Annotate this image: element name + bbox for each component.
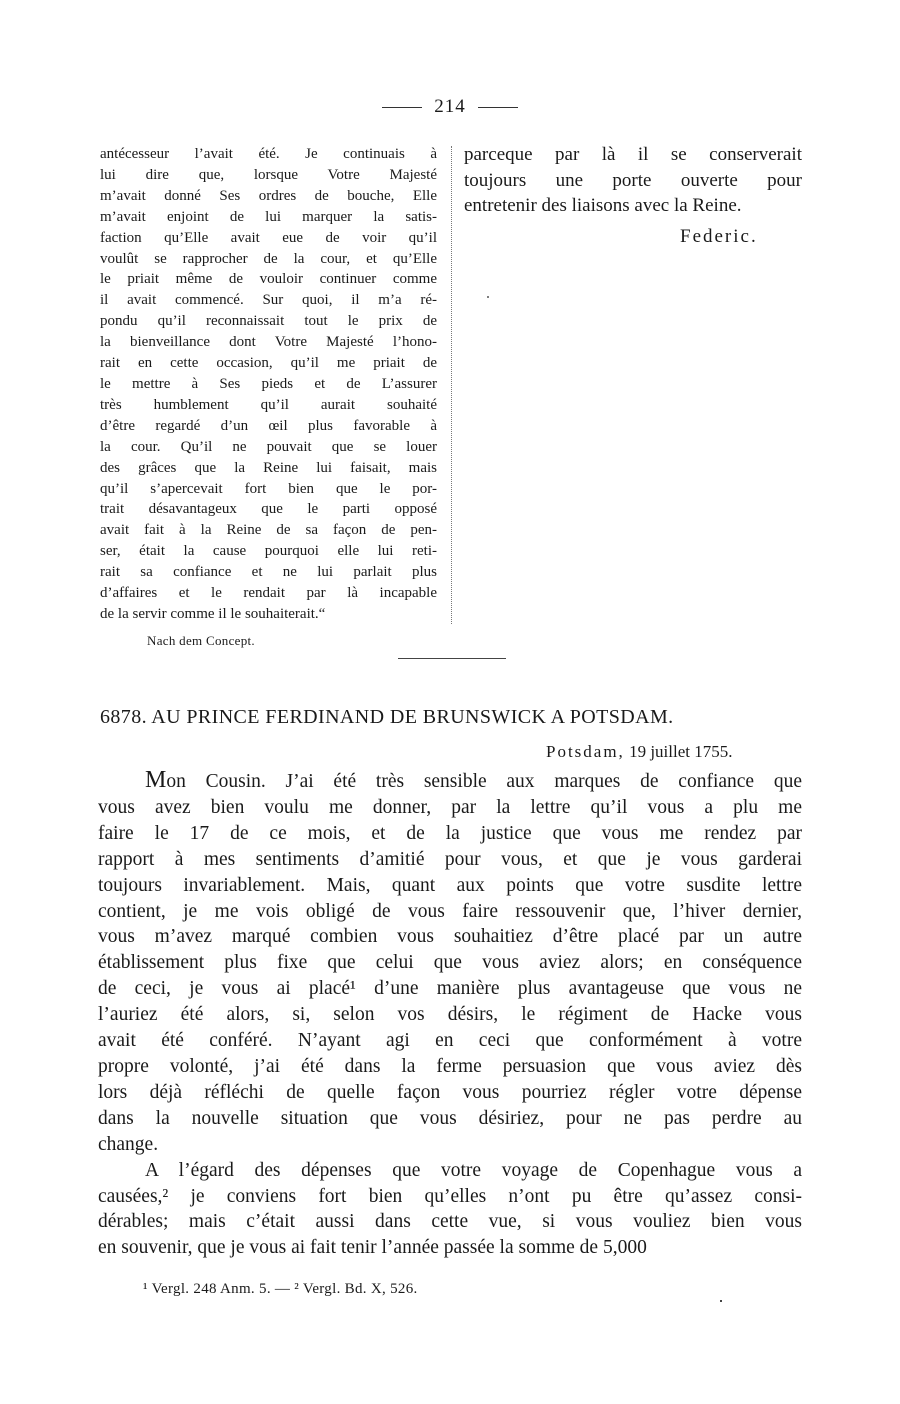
left-column-line: rait en cette occasion, qu’il me priait de: [100, 355, 437, 372]
letter-line: [98, 1158, 802, 1184]
left-column-line: qu’il s’apercevait fort bien que le por-: [100, 480, 437, 497]
letter-line: [98, 1028, 802, 1054]
header-dash-left: [382, 107, 422, 108]
left-column-line: voulût se rapprocher de la cour, et qu’Elle: [100, 250, 437, 267]
letter-line-text: lors déjà réfléchi de quelle façon vous pourriez régler votre dépense: [98, 1081, 802, 1103]
ink-speck-2: [720, 1300, 722, 1302]
letter-line: [98, 1080, 802, 1106]
letter-line-text: dérables; mais c’était aussi dans cette vue, si vous vouliez bien vous: [98, 1211, 802, 1233]
left-column-line: rait sa confiance et ne lui parlait plus: [100, 564, 437, 581]
source-note: Nach dem Concept.: [147, 633, 255, 648]
dateline: [546, 742, 732, 762]
left-column-line: d’être regardé d’un œil plus favorable à: [100, 417, 437, 434]
letter-line-text: dans la nouvelle situation que vous désiriez, pour ne pas perdre au: [98, 1107, 802, 1129]
letter-line-text: établissement plus fixe que celui que vous aviez alors; en conséquence: [98, 952, 802, 974]
letter-line-text: change.: [98, 1133, 159, 1155]
letter-line: [98, 950, 802, 976]
left-column-line: lui dire que, lorsque Votre Majesté: [100, 166, 437, 183]
page-number-header: [0, 96, 900, 118]
right-column-line: parceque par là il se conserverait: [464, 144, 802, 165]
letter-line: [98, 924, 802, 950]
salutation-initial: M: [145, 767, 167, 793]
letter-line-text: on Cousin. J’ai été très sensible aux marques de confiance que: [166, 771, 802, 792]
left-column-line: pondu qu’il reconnaissait tout le prix de: [100, 313, 437, 330]
left-column: [100, 144, 437, 625]
letter-line: [98, 847, 802, 873]
column-divider: [451, 146, 452, 624]
left-column-line: de la servir comme il le souhaiterait.“: [100, 605, 326, 622]
letter-heading: 6878. AU PRINCE FERDINAND DE BRUNSWICK A POTSDAM.: [100, 706, 674, 728]
letter-line: [98, 795, 802, 821]
signature: Federic.: [680, 226, 758, 247]
right-column-line: toujours une porte ouverte pour: [464, 169, 802, 191]
dateline-date: 19 juillet 1755.: [629, 742, 733, 761]
letter-line: [98, 873, 802, 899]
left-column-line: trait désavantageux que le parti opposé: [100, 501, 437, 518]
left-column-line: il avait commencé. Sur quoi, il m’a ré-: [100, 292, 437, 309]
left-column-line: le priait même de vouloir continuer comme: [100, 271, 437, 288]
letter-line: [98, 1235, 802, 1261]
ink-speck: [487, 296, 489, 298]
right-column: [464, 142, 802, 219]
left-column-line: antécesseur l’avait été. Je continuais à: [100, 146, 437, 162]
letter-line-text: toujours invariablement. Mais, quant aux points que votre susdite lettre: [98, 874, 802, 896]
left-column-line: la cour. Qu’il ne pouvait que se louer: [100, 438, 437, 455]
header-dash-right: [478, 107, 518, 108]
left-column-line: m’avait enjoint de lui marquer la satis-: [100, 208, 437, 225]
letter-line-text: avait été conféré. N’ayant agi en ceci que conformément à votre: [98, 1030, 802, 1052]
letter-line: [98, 1106, 802, 1132]
left-column-line: avait fait à la Reine de sa façon de pen-: [100, 522, 437, 539]
letter-line: [98, 1184, 802, 1210]
letter-line: [98, 1002, 802, 1028]
page-number: 214: [434, 96, 466, 117]
letter-line: [98, 1132, 802, 1158]
letter-line-text: A l’égard des dépenses que votre voyage de Copenhague vous a: [145, 1159, 802, 1181]
letter-line-text: faire le 17 de ce mois, et de la justice que vous me rendez par: [98, 822, 802, 844]
right-column-line: entretenir des liaisons avec la Reine.: [464, 195, 742, 216]
left-column-line: m’avait donné Ses ordres de bouche, Elle: [100, 187, 437, 204]
letter-line-text: en souvenir, que je vous ai fait tenir l’année passée la somme de 5,000: [98, 1237, 647, 1259]
left-column-line: des grâces que la Reine lui faisait, mais: [100, 459, 437, 476]
dateline-place: Potsdam,: [546, 742, 625, 761]
letter-line: [98, 976, 802, 1002]
letter-line-text: vous m’avez marqué combien vous souhaitiez d’être placé par un autre: [98, 926, 802, 948]
letter-line: [98, 768, 802, 795]
left-column-line: la bienveillance dont Votre Majesté l’hono-: [100, 334, 437, 351]
letter-line: [98, 1054, 802, 1080]
letter-line-text: vous avez bien voulu me donner, par la lettre qu’il vous a plu me: [98, 796, 802, 818]
left-column-line: le mettre à Ses pieds et de L’assurer: [100, 375, 437, 392]
letter-line: [98, 821, 802, 847]
letter-line: [98, 1209, 802, 1235]
left-column-line: très humblement qu’il aurait souhaité: [100, 396, 437, 413]
letter-line-text: l’auriez été alors, si, selon vos désirs, le régiment de Hacke vous: [98, 1004, 802, 1026]
letter-line-text: rapport à mes sentiments d’amitié pour vous, et que je vous garderai: [98, 848, 802, 870]
section-rule: [398, 658, 506, 659]
footnotes: ¹ Vergl. 248 Anm. 5. — ² Vergl. Bd. X, 526.: [143, 1281, 418, 1297]
letter-line: [98, 899, 802, 925]
left-column-line: d’affaires et le rendait par là incapable: [100, 585, 437, 602]
letter-line-text: propre volonté, j’ai été dans la ferme persuasion que vous aviez dès: [98, 1055, 802, 1077]
letter-body: [98, 768, 802, 1261]
left-column-line: ser, était la cause pourquoi elle lui reti-: [100, 543, 437, 560]
letter-line-text: de ceci, je vous ai placé¹ d’une manière plus avantageuse que vous ne: [98, 978, 802, 1000]
letter-line-text: contient, je me vois obligé de vous faire ressouvenir que, l’hiver dernier,: [98, 900, 802, 922]
left-column-line: faction qu’Elle avait eue de voir qu’il: [100, 229, 437, 246]
letter-line-text: causées,² je conviens fort bien qu’elles n’ont pu être qu’assez consi-: [98, 1185, 802, 1207]
